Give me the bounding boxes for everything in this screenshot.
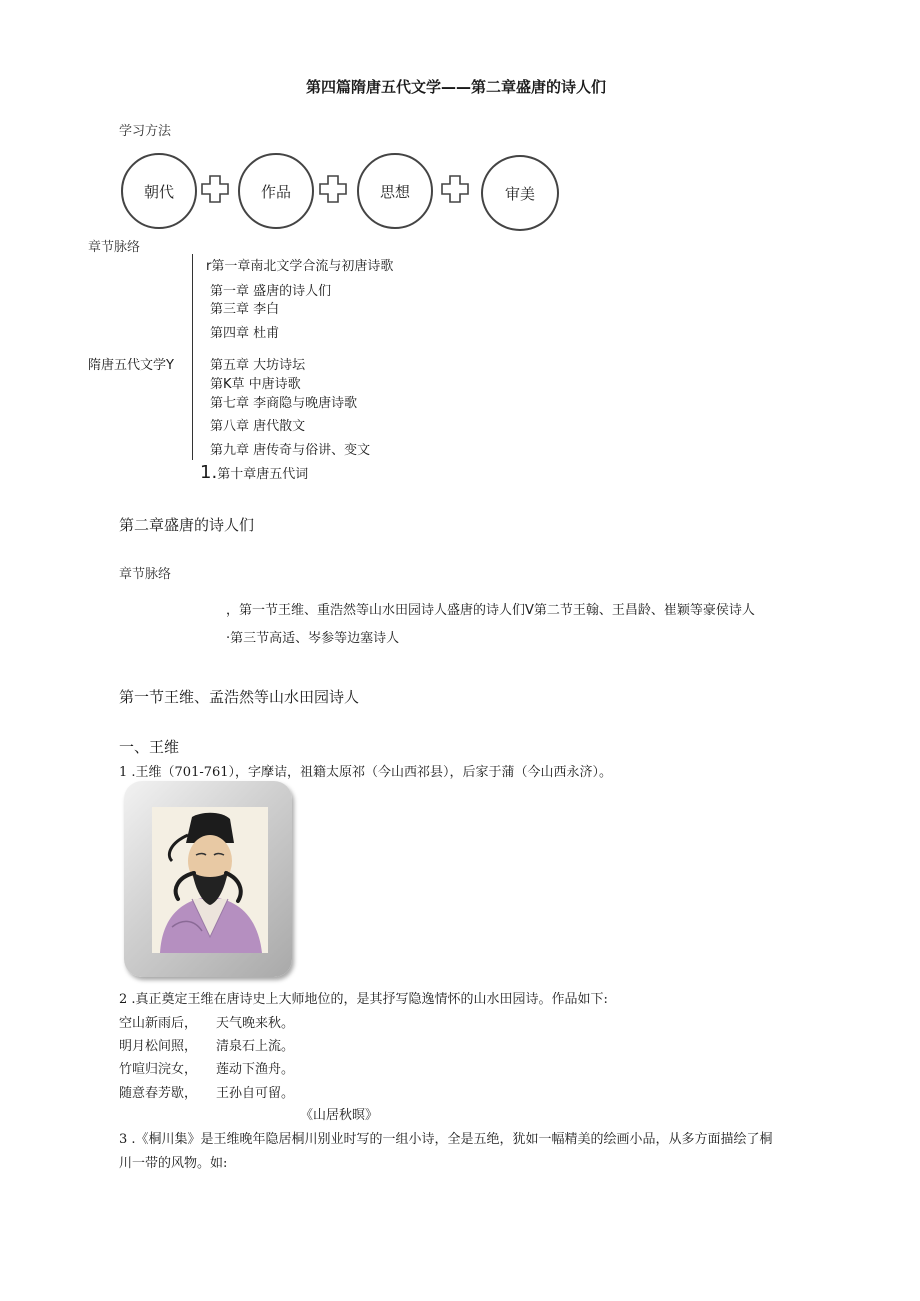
tree-root: 隋唐五代文学Y [88,358,174,373]
page-title: 第四篇隋唐五代文学——第二章盛唐的诗人们 [306,78,607,96]
wang-wei-portrait-frame [124,781,292,977]
chapter-last-label: 第十章唐五代词 [217,467,309,482]
outline-label: 章节脉络 [88,240,141,255]
section1-title: 第一节王维、孟浩然等山水田园诗人 [119,688,360,706]
chapter-item-last [200,462,308,483]
sub1-title: 一、王维 [119,738,180,756]
chapter-item: 第九章 唐传奇与俗讲、变文 [210,443,371,458]
paragraph-3-line-2: 川一带的风物。如: [119,1156,228,1171]
outline2-line2: ·第三节高适、岑参等边塞诗人 [226,631,400,646]
poem-line-3-b: 莲动下渔舟。 [216,1062,295,1077]
paragraph-2: 2 .真正奠定王维在唐诗史上大师地位的，是其抒写隐逸情怀的山水田园诗。作品如下: [119,992,608,1007]
paragraph-1: 1 .王维（701-761），字摩诘，祖籍太原祁（今山西祁县），后家于蒲（今山西永济）。 [119,765,613,780]
chapter-item: 第一章 盛唐的诗人们 [210,284,332,299]
poem-line-3-a: 竹喧归浣女， [119,1062,198,1077]
method-circle-label: 朝代 [143,182,174,201]
chapter-item: 第K草 中唐诗歌 [210,377,301,392]
outline2-line1: ，第一节王维、重浩然等山水田园诗人盛唐的诗人们V第二节王翰、王昌龄、崔颖等豪侯诗人 [226,603,755,618]
method-circle-dynasty [121,153,197,229]
chapter-item: r第一章南北文学合流与初唐诗歌 [206,259,394,274]
method-circle-aesthetics [481,155,559,231]
outline2-label: 章节脉络 [119,567,172,582]
chapter-item: 第四章 杜甫 [210,326,280,341]
method-circle-label: 作品 [260,182,291,201]
method-label: 学习方法 [119,124,172,139]
paragraph-3-line-1: 3 .《桐川集》是王维晚年隐居桐川别业时写的一组小诗，全是五绝，犹如一幅精美的绘画小品，从多方面描绘了桐 [119,1132,773,1147]
poem-line-1-b: 天气晚来秋。 [216,1016,295,1031]
method-circle-label: 审美 [504,184,535,203]
poem-line-2-a: 明月松间照， [119,1039,198,1054]
poem-line-2-b: 清泉石上流。 [216,1039,295,1054]
outline-bracket [192,254,193,460]
poem-line-4-b: 王孙自可留。 [216,1086,295,1101]
poem-line-1-a: 空山新雨后， [119,1016,198,1031]
wang-wei-portrait [152,807,268,953]
chapter-item: 第八章 唐代散文 [210,419,306,434]
plus-icon [318,174,348,204]
chapter-item: 第五章 大坊诗坛 [210,358,306,373]
plus-icon [440,174,470,204]
poem-title: 《山居秋暝》 [300,1108,379,1123]
method-circle-works [238,153,314,229]
portrait-illustration [152,807,268,953]
chapter-item: 第三章 李白 [210,302,280,317]
method-circle-thought [357,153,433,229]
chapter-last-number: 1. [200,462,218,483]
chapter2-title: 第二章盛唐的诗人们 [119,516,255,534]
chapter-item: 第七章 李商隐与晚唐诗歌 [210,396,358,411]
method-circle-label: 思想 [379,182,410,201]
plus-icon [200,174,230,204]
poem-line-4-a: 随意春芳歇， [119,1086,198,1101]
